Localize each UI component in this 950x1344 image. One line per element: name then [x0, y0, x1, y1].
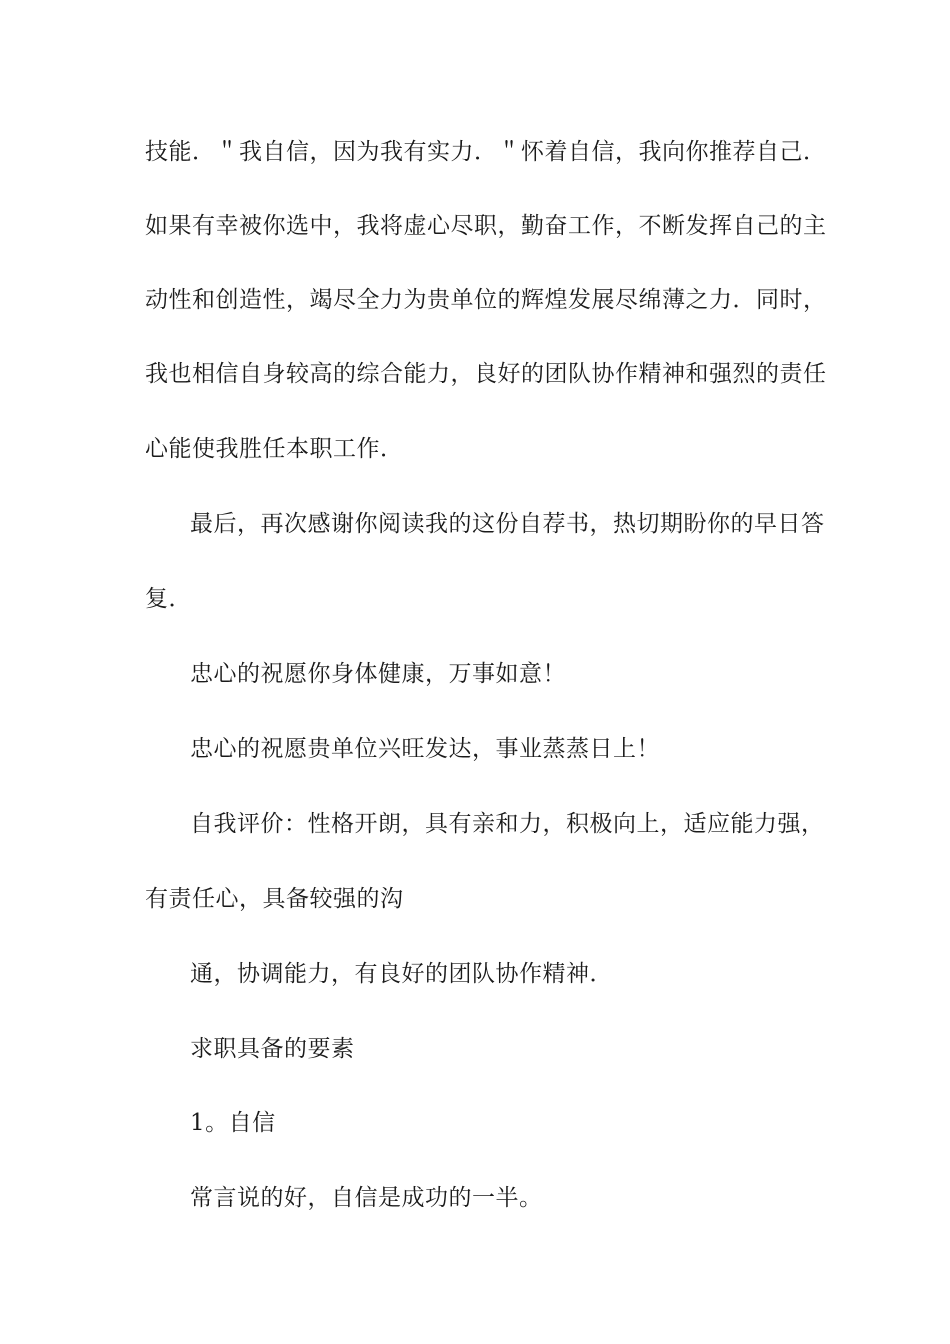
text-line-5: 心能使我胜任本职工作． — [145, 436, 404, 462]
text-line-7: 复． — [145, 586, 192, 612]
text-line-2: 如果有幸被你选中，我将虚心尽职，勤奋工作，不断发挥自己的主 — [145, 213, 827, 239]
text-line-15: 常言说的好，自信是成功的一半。 — [190, 1185, 543, 1211]
text-line-9: 忠心的祝愿贵单位兴旺发达，事业蒸蒸日上！ — [190, 736, 660, 762]
text-line-8: 忠心的祝愿你身体健康，万事如意！ — [190, 661, 566, 687]
text-line-11: 有责任心，具备较强的沟 — [145, 886, 404, 912]
text-line-3: 动性和创造性，竭尽全力为贵单位的辉煌发展尽绵薄之力．同时， — [145, 287, 827, 313]
text-line-1: 技能．＂我自信，因为我有实力．＂怀着自信，我向你推荐自己． — [145, 139, 827, 165]
text-line-13: 求职具备的要素 — [190, 1036, 355, 1062]
text-line-14: 1。自信 — [190, 1110, 276, 1136]
text-line-4: 我也相信自身较高的综合能力，良好的团队协作精神和强烈的责任 — [145, 361, 827, 387]
text-line-12: 通，协调能力，有良好的团队协作精神． — [190, 961, 613, 987]
text-line-6: 最后，再次感谢你阅读我的这份自荐书，热切期盼你的早日答 — [190, 511, 825, 537]
text-line-10: 自我评价：性格开朗，具有亲和力，积极向上，适应能力强， — [190, 811, 825, 837]
